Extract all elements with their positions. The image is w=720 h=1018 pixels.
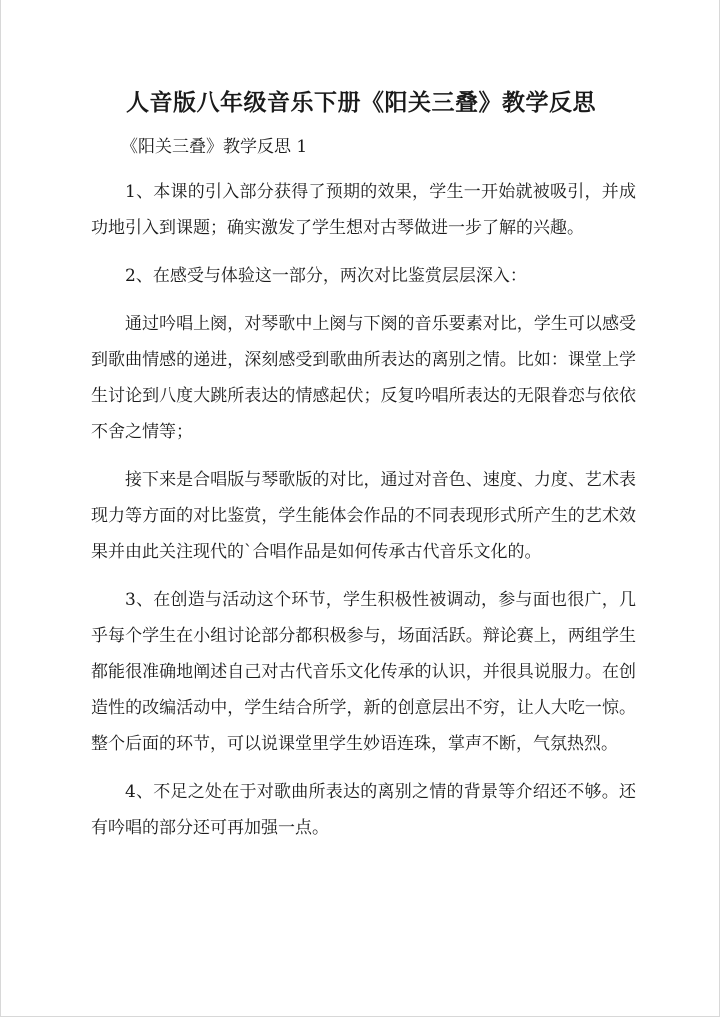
paragraph-1: 1、本课的引入部分获得了预期的效果，学生一开始就被吸引，并成功地引入到课题；确实激发了学生想对古琴做进一步了解的兴趣。: [91, 182, 636, 238]
paragraph-5: 3、在创造与活动这个环节，学生积极性被调动，参与面也很广，几乎每个学生在小组讨论部分都积极参与，场面活跃。辩论赛上，两组学生都能很准确地阐述自己对古代音乐文化传承的认识，并很具说服力。在创造性的改编活动中，学生结合所学，新的创意层出不穷，让人大吃一惊。整个后面的环节，可以说课堂里学生妙语连珠，掌声不断，气氛热烈。: [91, 590, 636, 754]
paragraph-3: 通过吟唱上阕，对琴歌中上阕与下阕的音乐要素对比，学生可以感受到歌曲情感的递进，深刻感受到歌曲所表达的离别之情。比如：课堂上学生讨论到八度大跳所表达的情感起伏；反复吟唱所表达的无限眷恋与依依不舍之情等；: [91, 314, 636, 442]
paragraph-4: 接下来是合唱版与琴歌版的对比，通过对音色、速度、力度、艺术表现力等方面的对比鉴赏，学生能体会作品的不同表现形式所产生的艺术效果并由此关注现代的`合唱作品是如何传承古代音乐文化的。: [91, 470, 636, 562]
paragraph-6: 4、不足之处在于对歌曲所表达的离别之情的背景等介绍还不够。还有吟唱的部分还可再加强一点。: [91, 782, 636, 838]
paragraph-2: 2、在感受与体验这一部分，两次对比鉴赏层层深入：: [125, 266, 527, 286]
document-title: 人音版八年级音乐下册《阳关三叠》教学反思: [126, 90, 596, 116]
document-body: [91, 174, 636, 858]
section-subtitle: 《阳关三叠》教学反思 1: [121, 137, 308, 157]
